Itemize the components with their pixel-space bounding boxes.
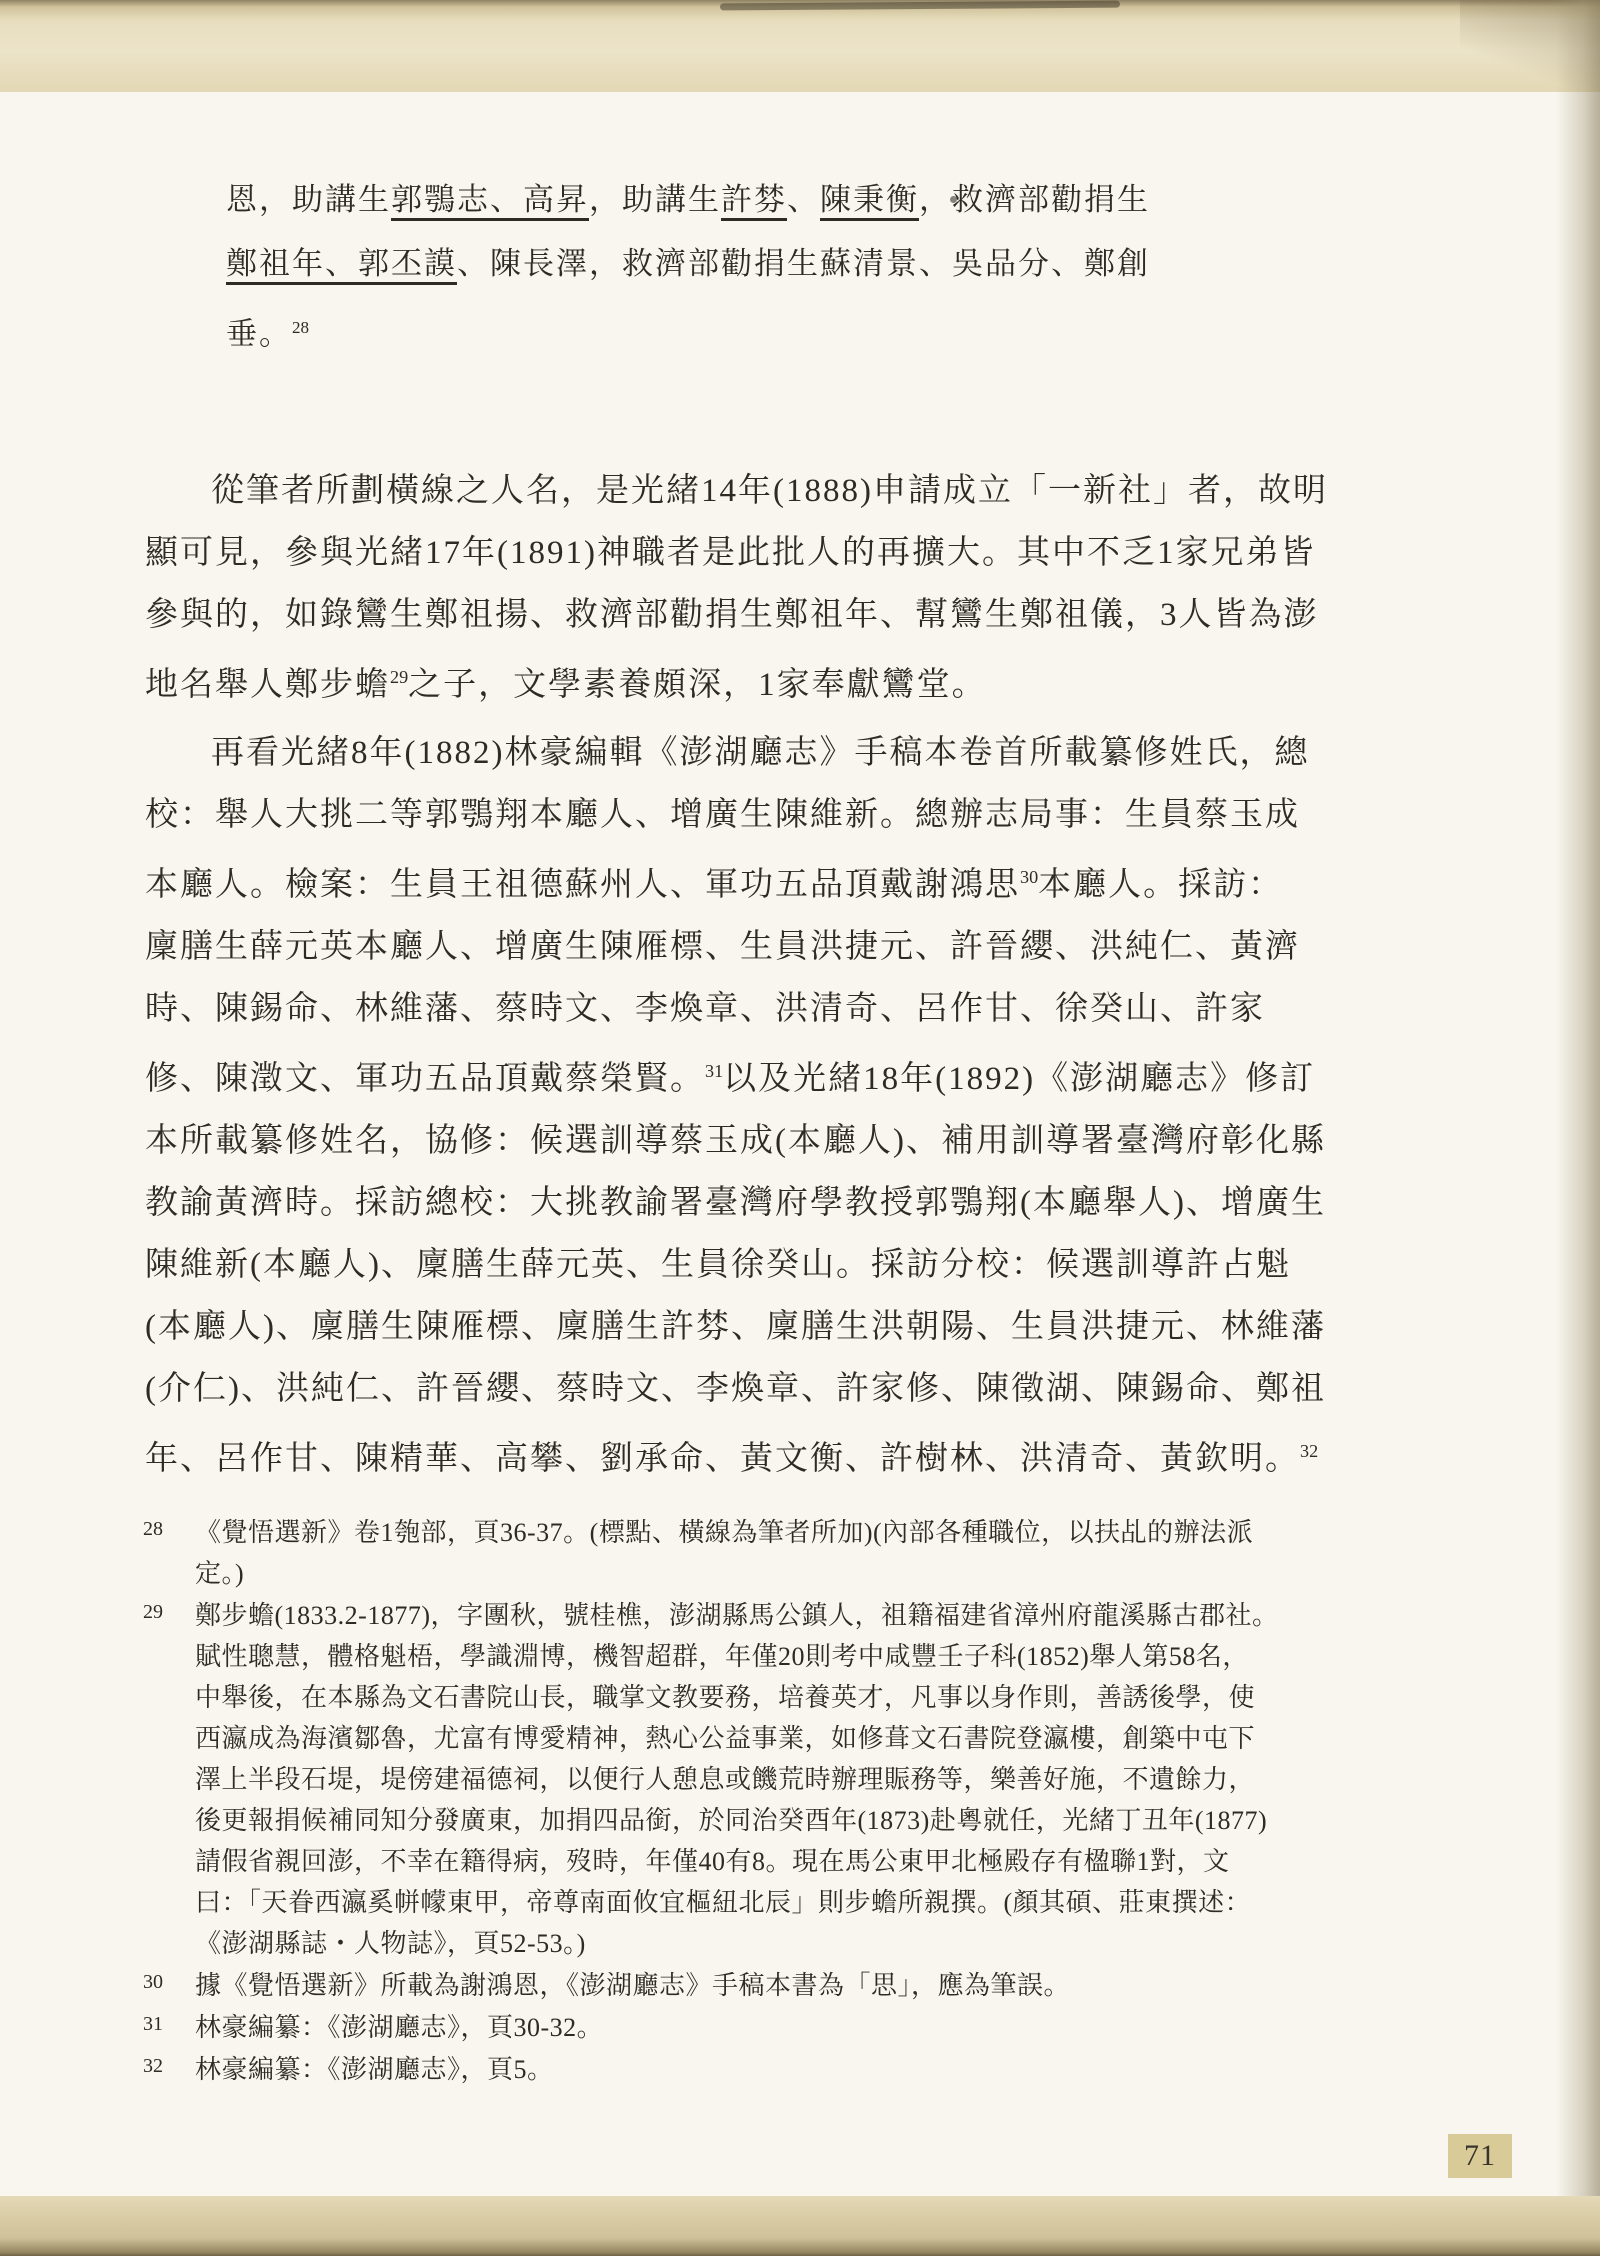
footnote-number: 28 bbox=[143, 1518, 163, 1540]
text-line bbox=[145, 1420, 1320, 1490]
footnotes-section bbox=[143, 1512, 1423, 2091]
text-line: 賦性聰慧，體格魁梧，學識淵博，機智超群，年僅20則考中咸豐壬子科(1852)舉人第58名， bbox=[195, 1642, 1249, 1671]
text-run: (本廳人)、廩膳生陳雁標、廩膳生許棼、廩膳生洪朝陽、生員洪捷元、林維藩 bbox=[145, 1309, 1326, 1345]
text-run: 以及光緒18年(1892)《澎湖廳志》修訂 bbox=[723, 1061, 1316, 1097]
page-number-badge bbox=[1448, 2134, 1512, 2178]
footnote-29 bbox=[143, 1595, 1423, 1964]
text-run: (介仁)、洪純仁、許晉纓、蔡時文、李煥章、許家修、陳徵湖、陳錫命、鄭祖 bbox=[145, 1371, 1326, 1407]
scan-bottom-edge-band bbox=[0, 2196, 1600, 2256]
footnote-number: 29 bbox=[143, 1601, 163, 1623]
text-line: 定。) bbox=[195, 1559, 245, 1588]
text-run: ，助講生 bbox=[589, 182, 721, 217]
page-number: 71 bbox=[1464, 2139, 1496, 2172]
text-run: 、陳長澤，救濟部勸捐生蘇清景、吳品分、鄭創 bbox=[457, 246, 1150, 281]
text-line bbox=[145, 1110, 1326, 1172]
text-run: 顯可見，參與光緒17年(1891)神職者是此批人的再擴大。其中不乏1家兄弟皆 bbox=[145, 535, 1316, 571]
text-line bbox=[145, 978, 1320, 1040]
footnote-number: 30 bbox=[143, 1971, 163, 1993]
text-run: 垂。 bbox=[226, 316, 292, 352]
underlined-name: 陳秉衡 bbox=[820, 182, 919, 221]
text-line bbox=[145, 1172, 1326, 1234]
footnote-ref: 30 bbox=[1020, 867, 1039, 887]
footnote-number: 31 bbox=[143, 2013, 163, 2035]
underlined-name: 郭鶚志、高昇 bbox=[391, 182, 589, 221]
text-line: 《覺悟選新》卷1匏部，頁36-37。(標點、橫線為筆者所加)(內部各種職位，以扶乩的辦法派 bbox=[195, 1518, 1254, 1547]
text-line bbox=[145, 916, 1320, 978]
text-line: 林豪編纂：《澎湖廳志》，頁30-32。 bbox=[195, 2013, 604, 2042]
footnote-ref: 32 bbox=[1300, 1441, 1319, 1461]
text-line: 後更報捐候補同知分發廣東，加捐四品銜，於同治癸酉年(1873)赴粵就任，光緒丁丑年(1877) bbox=[195, 1806, 1268, 1835]
footnote-number: 32 bbox=[143, 2055, 163, 2077]
text-run: 校：舉人大挑二等郭鶚翔本廳人、增廣生陳維新。總辦志局事：生員蔡玉成 bbox=[145, 797, 1300, 833]
text-run: 恩，助講生 bbox=[226, 182, 391, 217]
footnote-31 bbox=[143, 2007, 1423, 2048]
text-line bbox=[145, 460, 1328, 522]
footnote-ref: 31 bbox=[705, 1061, 724, 1081]
text-line: 據《覺悟選新》所載為謝鴻恩，《澎湖廳志》手稿本書為「思」，應為筆誤。 bbox=[195, 1971, 1071, 2000]
text-line: 澤上半段石堤，堤傍建福德祠，以便行人憩息或饑荒時辦理賑務等，樂善好施，不遺餘力， bbox=[195, 1765, 1256, 1794]
footnote-text bbox=[195, 2007, 1423, 2048]
footnote-text bbox=[195, 1965, 1423, 2006]
text-run: ，救濟部勸捐生 bbox=[919, 182, 1150, 217]
text-line bbox=[145, 784, 1320, 846]
footnote-text bbox=[195, 1512, 1423, 1594]
text-line: 曰：「天眷西瀛奚帡幪東甲，帝尊南面攸宜樞紐北辰」則步蟾所親撰。(顏其碩、莊東撰述： bbox=[195, 1888, 1252, 1917]
text-run: 地名舉人鄭步蟾 bbox=[145, 667, 390, 703]
text-line: 《澎湖縣誌・人物誌》，頁52-53。) bbox=[195, 1929, 586, 1958]
footnote-28 bbox=[143, 1512, 1423, 1594]
text-run: 之子，文學素養頗深，1家奉獻鸞堂。 bbox=[408, 667, 987, 703]
text-line: 鄭步蟾(1833.2-1877)，字團秋，號桂樵，澎湖縣馬公鎮人，祖籍福建省漳州府龍溪縣古郡社。 bbox=[195, 1601, 1279, 1630]
footnote-text bbox=[195, 2049, 1423, 2090]
text-run: 年、呂作甘、陳精華、高攀、劉承命、黃文衡、許樹林、洪清奇、黃欽明。 bbox=[145, 1441, 1300, 1477]
text-line bbox=[226, 232, 1226, 296]
text-run: 時、陳錫命、林維藩、蔡時文、李煥章、洪清奇、呂作甘、徐癸山、許家 bbox=[145, 991, 1265, 1027]
text-line: 請假省親回澎，不幸在籍得病，歿時，年僅40有8。現在馬公東甲北極殿存有楹聯1對，文 bbox=[195, 1847, 1230, 1876]
text-run: 教諭黃濟時。採訪總校：大挑教諭署臺灣府學教授郭鶚翔(本廳舉人)、增廣生 bbox=[145, 1185, 1326, 1221]
text-line bbox=[145, 1296, 1326, 1358]
text-line: 中舉後，在本縣為文石書院山長，職掌文教要務，培養英才，凡事以身作則，善誘後學，使 bbox=[195, 1683, 1256, 1712]
text-line bbox=[145, 584, 1320, 646]
text-line bbox=[145, 522, 1320, 584]
text-line bbox=[226, 168, 1226, 232]
scan-top-edge-band bbox=[0, 0, 1600, 92]
text-line bbox=[145, 1040, 1320, 1110]
underlined-name: 許棼 bbox=[721, 182, 787, 221]
underlined-name: 鄭祖年、郭丕謨 bbox=[226, 246, 457, 285]
text-run: 再看光緒8年(1882)林豪編輯《澎湖廳志》手稿本卷首所載纂修姓氏，總 bbox=[211, 735, 1310, 771]
text-line bbox=[145, 722, 1320, 784]
text-line bbox=[145, 646, 1320, 716]
footnote-30 bbox=[143, 1965, 1423, 2006]
text-line: 林豪編纂：《澎湖廳志》，頁5。 bbox=[195, 2055, 554, 2084]
text-run: 廩膳生薛元英本廳人、增廣生陳雁標、生員洪捷元、許晉纓、洪純仁、黃濟 bbox=[145, 929, 1300, 965]
block-quote bbox=[226, 168, 1226, 366]
text-run: 本廳人。採訪： bbox=[1038, 867, 1284, 903]
text-line bbox=[226, 296, 1226, 366]
paragraph-gazetteer-compilers bbox=[145, 722, 1326, 1490]
text-line bbox=[145, 846, 1320, 916]
scan-smudge bbox=[720, 1, 1120, 11]
text-run: 修、陳澂文、軍功五品頂戴蔡榮賢。 bbox=[145, 1061, 705, 1097]
text-line bbox=[145, 1234, 1320, 1296]
text-run: 本所載纂修姓名，協修：候選訓導蔡玉成(本廳人)、補用訓導署臺灣府彰化縣 bbox=[145, 1123, 1326, 1159]
footnote-ref: 29 bbox=[390, 667, 409, 687]
text-line bbox=[145, 1358, 1326, 1420]
text-run: 、 bbox=[787, 182, 820, 217]
text-run: 參與的，如錄鸞生鄭祖揚、救濟部勸捐生鄭祖年、幫鸞生鄭祖儀，3人皆為澎 bbox=[145, 597, 1319, 633]
text-run: 從筆者所劃橫線之人名，是光緒14年(1888)申請成立「一新社」者，故明 bbox=[211, 473, 1328, 509]
footnote-32 bbox=[143, 2049, 1423, 2090]
text-line: 西瀛成為海濱鄒魯，尤富有博愛精神，熱心公益事業，如修葺文石書院登瀛樓，創築中屯下 bbox=[195, 1724, 1256, 1753]
text-run: 本廳人。檢案：生員王祖德蘇州人、軍功五品頂戴謝鴻思 bbox=[145, 867, 1020, 903]
paragraph-analysis bbox=[145, 460, 1328, 716]
text-run: 陳維新(本廳人)、廩膳生薛元英、生員徐癸山。採訪分校：候選訓導許占魁 bbox=[145, 1247, 1291, 1283]
footnote-ref: 28 bbox=[292, 318, 310, 337]
footnote-text bbox=[195, 1595, 1423, 1964]
scan-right-edge-shadow bbox=[1556, 0, 1600, 2256]
